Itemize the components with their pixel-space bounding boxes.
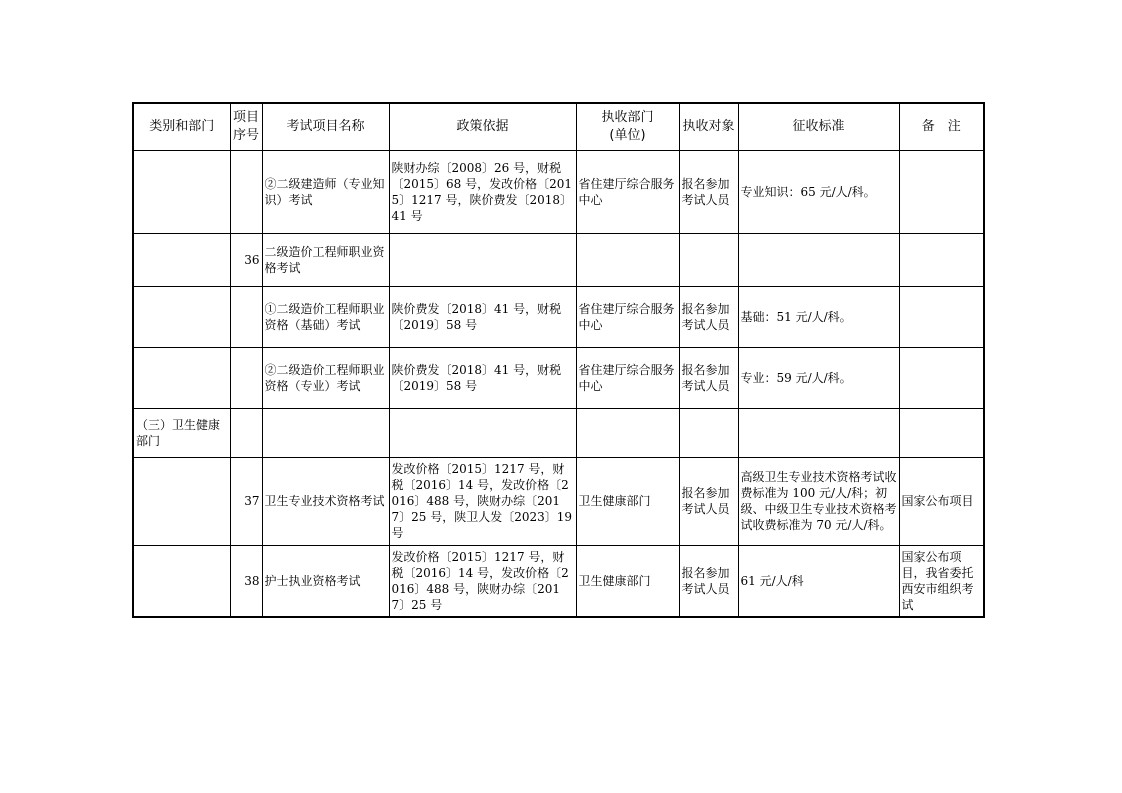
table-row xyxy=(133,457,984,545)
cell-item-no xyxy=(230,150,262,233)
header-item-no: 项目序号 xyxy=(230,103,262,150)
cell-policy xyxy=(389,233,576,286)
header-dept-line1: 执收部门 xyxy=(601,109,654,125)
cell-policy xyxy=(389,408,576,457)
cell-target xyxy=(679,233,738,286)
cell-policy: 陕财办综〔2008〕26 号，财税〔2015〕68 号，发改价格〔2015〕1217 号，陕价费发〔2018〕41 号 xyxy=(389,150,576,233)
cell-item-no: 38 xyxy=(230,545,262,617)
table-header-row xyxy=(133,103,984,150)
header-dept-line2: (单位) xyxy=(609,127,646,143)
table-row xyxy=(133,347,984,408)
cell-category xyxy=(133,347,230,408)
header-target: 执收对象 xyxy=(679,103,738,150)
cell-category xyxy=(133,233,230,286)
cell-target: 报名参加考试人员 xyxy=(679,545,738,617)
cell-item-no xyxy=(230,286,262,347)
cell-dept: 省住建厅综合服务中心 xyxy=(576,150,679,233)
cell-dept xyxy=(576,233,679,286)
cell-target xyxy=(679,408,738,457)
cell-exam-name xyxy=(262,408,389,457)
cell-target: 报名参加考试人员 xyxy=(679,286,738,347)
table-row xyxy=(133,286,984,347)
cell-remarks xyxy=(899,150,984,233)
cell-standard xyxy=(738,233,899,286)
cell-exam-name: ①二级造价工程师职业资格（基础）考试 xyxy=(262,286,389,347)
cell-exam-name: ②二级建造师（专业知识）考试 xyxy=(262,150,389,233)
cell-standard xyxy=(738,408,899,457)
cell-item-no xyxy=(230,408,262,457)
cell-category xyxy=(133,150,230,233)
cell-exam-name: ②二级造价工程师职业资格（专业）考试 xyxy=(262,347,389,408)
cell-category xyxy=(133,545,230,617)
cell-standard: 专业知识：65 元/人/科。 xyxy=(738,150,899,233)
cell-exam-name: 二级造价工程师职业资格考试 xyxy=(262,233,389,286)
cell-standard: 高级卫生专业技术资格考试收费标准为 100 元/人/科；初级、中级卫生专业技术资格考试收费标准为 70 元/人/科。 xyxy=(738,457,899,545)
header-policy: 政策依据 xyxy=(389,103,576,150)
cell-remarks xyxy=(899,408,984,457)
header-exam-name: 考试项目名称 xyxy=(262,103,389,150)
header-remarks: 备 注 xyxy=(899,103,984,150)
cell-item-no: 36 xyxy=(230,233,262,286)
cell-dept: 卫生健康部门 xyxy=(576,545,679,617)
cell-target: 报名参加考试人员 xyxy=(679,150,738,233)
cell-remarks: 国家公布项目 xyxy=(899,457,984,545)
cell-remarks: 国家公布项目，我省委托西安市组织考试 xyxy=(899,545,984,617)
cell-standard: 基础：51 元/人/科。 xyxy=(738,286,899,347)
header-category: 类别和部门 xyxy=(133,103,230,150)
cell-category xyxy=(133,457,230,545)
cell-dept xyxy=(576,408,679,457)
cell-item-no: 37 xyxy=(230,457,262,545)
cell-dept: 省住建厅综合服务中心 xyxy=(576,286,679,347)
table-row xyxy=(133,233,984,286)
cell-dept: 省住建厅综合服务中心 xyxy=(576,347,679,408)
cell-target: 报名参加考试人员 xyxy=(679,347,738,408)
table-row xyxy=(133,150,984,233)
header-standard: 征收标准 xyxy=(738,103,899,150)
table-row xyxy=(133,408,984,457)
fee-table xyxy=(132,102,985,618)
table-row xyxy=(133,545,984,617)
cell-remarks xyxy=(899,286,984,347)
cell-category xyxy=(133,286,230,347)
cell-policy: 陕价费发〔2018〕41 号，财税〔2019〕58 号 xyxy=(389,347,576,408)
cell-standard: 61 元/人/科 xyxy=(738,545,899,617)
cell-policy: 发改价格〔2015〕1217 号，财税〔2016〕14 号，发改价格〔2016〕488 号，陕财办综〔2017〕25 号，陕卫人发〔2023〕19 号 xyxy=(389,457,576,545)
cell-exam-name: 卫生专业技术资格考试 xyxy=(262,457,389,545)
cell-dept: 卫生健康部门 xyxy=(576,457,679,545)
cell-target: 报名参加考试人员 xyxy=(679,457,738,545)
cell-item-no xyxy=(230,347,262,408)
cell-remarks xyxy=(899,233,984,286)
header-dept xyxy=(576,103,679,150)
cell-standard: 专业：59 元/人/科。 xyxy=(738,347,899,408)
cell-policy: 陕价费发〔2018〕41 号，财税〔2019〕58 号 xyxy=(389,286,576,347)
cell-policy: 发改价格〔2015〕1217 号，财税〔2016〕14 号，发改价格〔2016〕488 号，陕财办综〔2017〕25 号 xyxy=(389,545,576,617)
cell-exam-name: 护士执业资格考试 xyxy=(262,545,389,617)
cell-remarks xyxy=(899,347,984,408)
cell-category: （三）卫生健康部门 xyxy=(133,408,230,457)
